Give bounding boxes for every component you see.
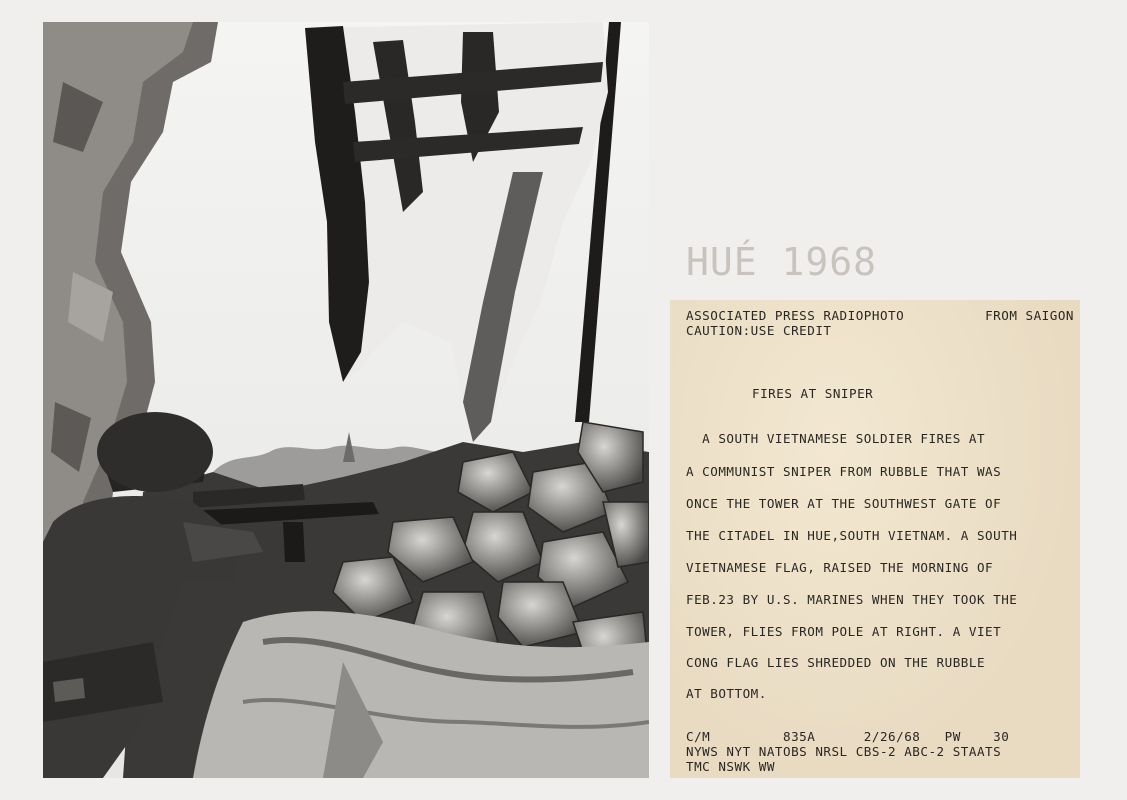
caption-body-line: A SOUTH VIETNAMESE SOLDIER FIRES AT (686, 431, 986, 446)
caption-body-line: FEB.23 BY U.S. MARINES WHEN THEY TOOK THE (686, 592, 1018, 607)
caption-body-line: AT BOTTOM. (686, 686, 767, 701)
caption-footer-codes: C/M 835A 2/26/68 PW 30 (686, 729, 1010, 744)
caption-agency: ASSOCIATED PRESS RADIOPHOTO (686, 308, 905, 323)
photo-illustration (43, 22, 649, 778)
hue-photograph (43, 22, 649, 778)
caption-caution: CAUTION:USE CREDIT (686, 323, 832, 338)
caption-headline: FIRES AT SNIPER (752, 386, 874, 401)
caption-body-line: CONG FLAG LIES SHREDDED ON THE RUBBLE (686, 655, 986, 670)
caption-body-line: VIETNAMESE FLAG, RAISED THE MORNING OF (686, 560, 994, 575)
caption-body-line: THE CITADEL IN HUE,SOUTH VIETNAM. A SOUTH (686, 528, 1018, 543)
caption-body-line: TOWER, FLIES FROM POLE AT RIGHT. A VIET (686, 624, 1002, 639)
caption-footer-extra: TMC NSWK WW (686, 759, 775, 774)
caption-origin: FROM SAIGON (985, 308, 1074, 323)
press-caption-card (670, 300, 1080, 778)
caption-body-line: ONCE THE TOWER AT THE SOUTHWEST GATE OF (686, 496, 1002, 511)
caption-body-line: A COMMUNIST SNIPER FROM RUBBLE THAT WAS (686, 464, 1002, 479)
caption-footer-distribution: NYWS NYT NATOBS NRSL CBS-2 ABC-2 STAATS (686, 744, 1002, 759)
exhibit-title: HUÉ 1968 (686, 240, 878, 284)
